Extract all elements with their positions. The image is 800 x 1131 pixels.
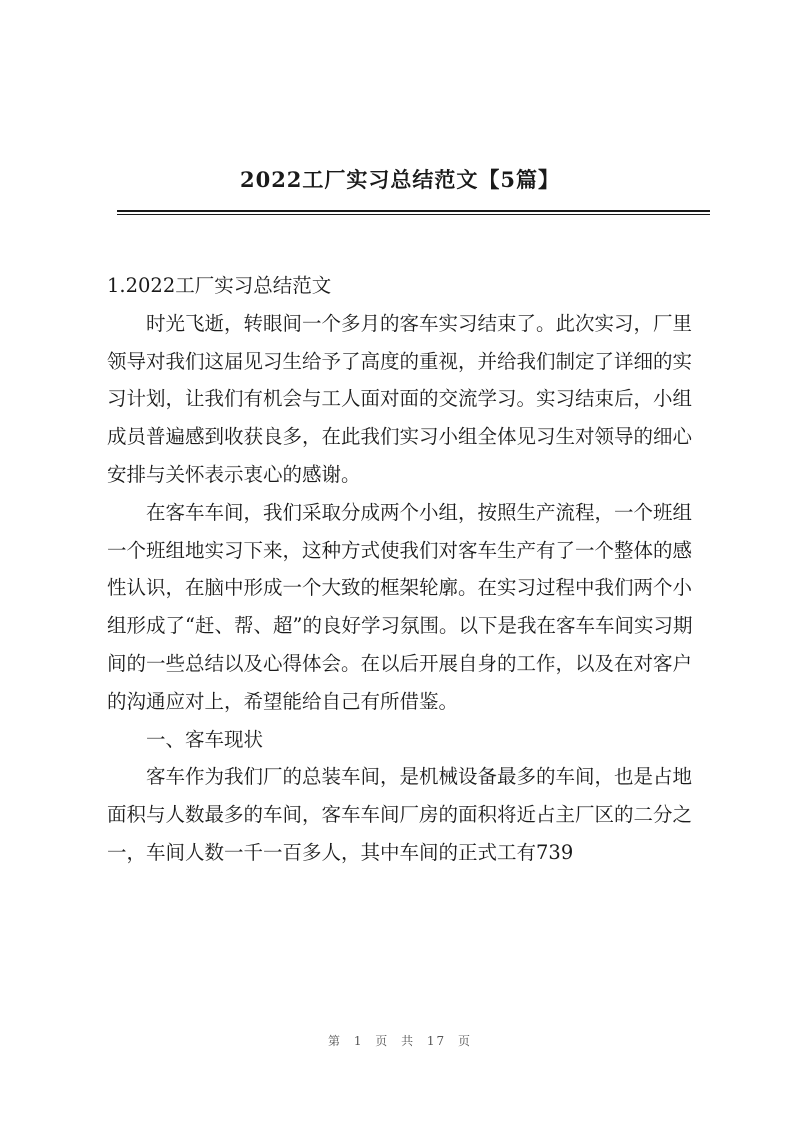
title-divider-thick xyxy=(117,210,710,212)
document-body xyxy=(107,267,710,872)
paragraph: 时光飞逝，转眼间一个多月的客车实习结束了。此次实习，厂里领导对我们这届见习生给予了高度的重视，并给我们制定了详细的实习计划，让我们有机会与工人面对面的交流学习。实习结束后，小组成员普遍感到收获良多，在此我们实习小组全体见习生对领导的细心安排与关怀表示衷心的感谢。 xyxy=(107,311,693,486)
title-divider-thin xyxy=(117,214,710,215)
page-number-footer: 第 1 页 共 17 页 xyxy=(328,1034,472,1048)
document-title: 2022工厂实习总结范文【5篇】 xyxy=(239,167,561,192)
section-heading: 1.2022工厂实习总结范文 xyxy=(107,274,332,297)
paragraph: 客车作为我们厂的总装车间，是机械设备最多的车间，也是占地面积与人数最多的车间，客车车间厂房的面积将近占主厂区的二分之一，车间人数一千一百多人，其中车间的正式工有739 xyxy=(107,765,693,864)
paragraph: 在客车车间，我们采取分成两个小组，按照生产流程，一个班组一个班组地实习下来，这种方式使我们对客车生产有了一个整体的感性认识，在脑中形成一个大致的框架轮廓。在实习过程中我们两个小组形成了“赶、帮、超”的良好学习氛围。以下是我在客车车间实习期间的一些总结以及心得体会。在以后开展自身的工作，以及在对客户的沟通应对上，希望能给自己有所借鉴。 xyxy=(107,500,693,713)
subheading: 一、客车现状 xyxy=(146,727,264,751)
